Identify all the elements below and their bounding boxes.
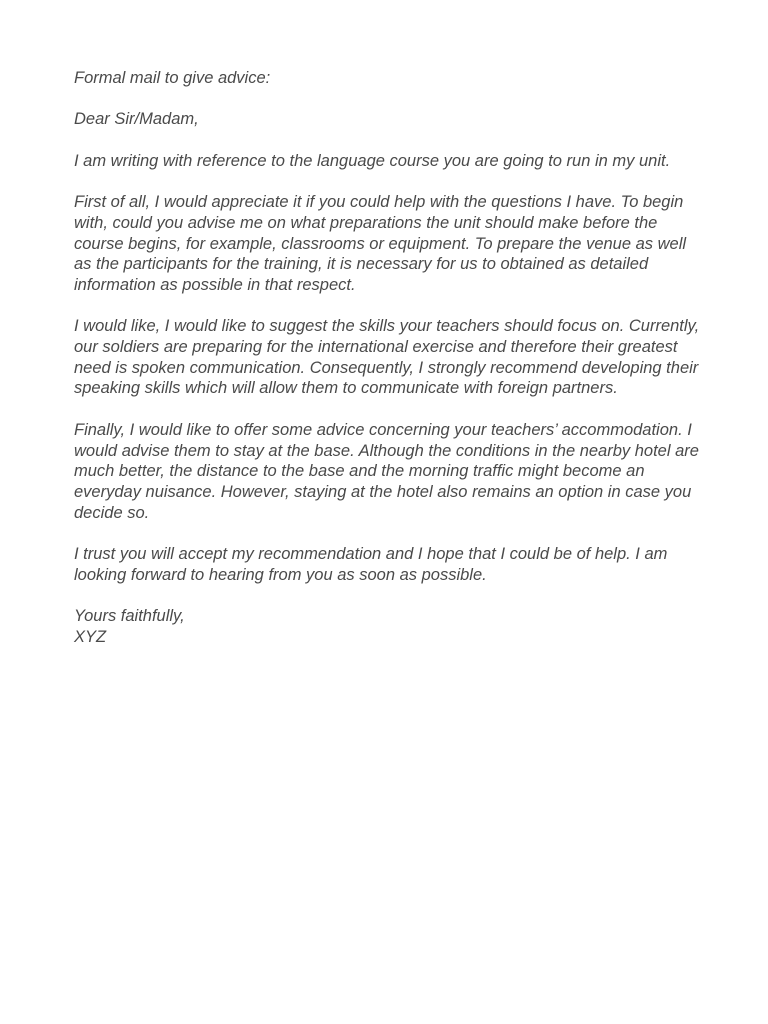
signature: XYZ — [74, 627, 107, 646]
paragraph-conclusion: I trust you will accept my recommendation and I hope that I could be of help. I am looking forward to hearing from you as soon as possible. — [74, 545, 668, 584]
paragraph-intro: I am writing with reference to the language course you are going to run in my unit. — [74, 151, 671, 170]
paragraph-questions: First of all, I would appreciate it if you could help with the questions I have. To begin with, could you advise me on what preparations the unit should make before the course begins, for example, classrooms or equipment. To prepare the venue as well as the participants for the training, it is necessary for us to obtained as detailed information as possible in that respect. — [74, 193, 687, 294]
document-heading: Formal mail to give advice: — [74, 69, 271, 87]
closing-block — [74, 606, 700, 647]
paragraph-accommodation: Finally, I would like to offer some advice concerning your teachers’ accommodation. I would advise them to stay at the base. Although the conditions in the nearby hotel are much better, the distance to the base and the morning traffic might become an everyday nuisance. However, staying at the hotel also remains an option in case you decide so. — [74, 420, 699, 522]
closing: Yours faithfully, — [74, 607, 185, 626]
letter-document — [74, 68, 700, 668]
salutation: Dear Sir/Madam, — [74, 110, 199, 129]
paragraph-skills: I would like, I would like to suggest the skills your teachers should focus on. Currently, our soldiers are preparing for the international exercise and therefore their greatest need is spoken communication. Consequently, I strongly recommend developing their speaking skills which will allow them to communicate with foreign partners. — [74, 317, 700, 398]
